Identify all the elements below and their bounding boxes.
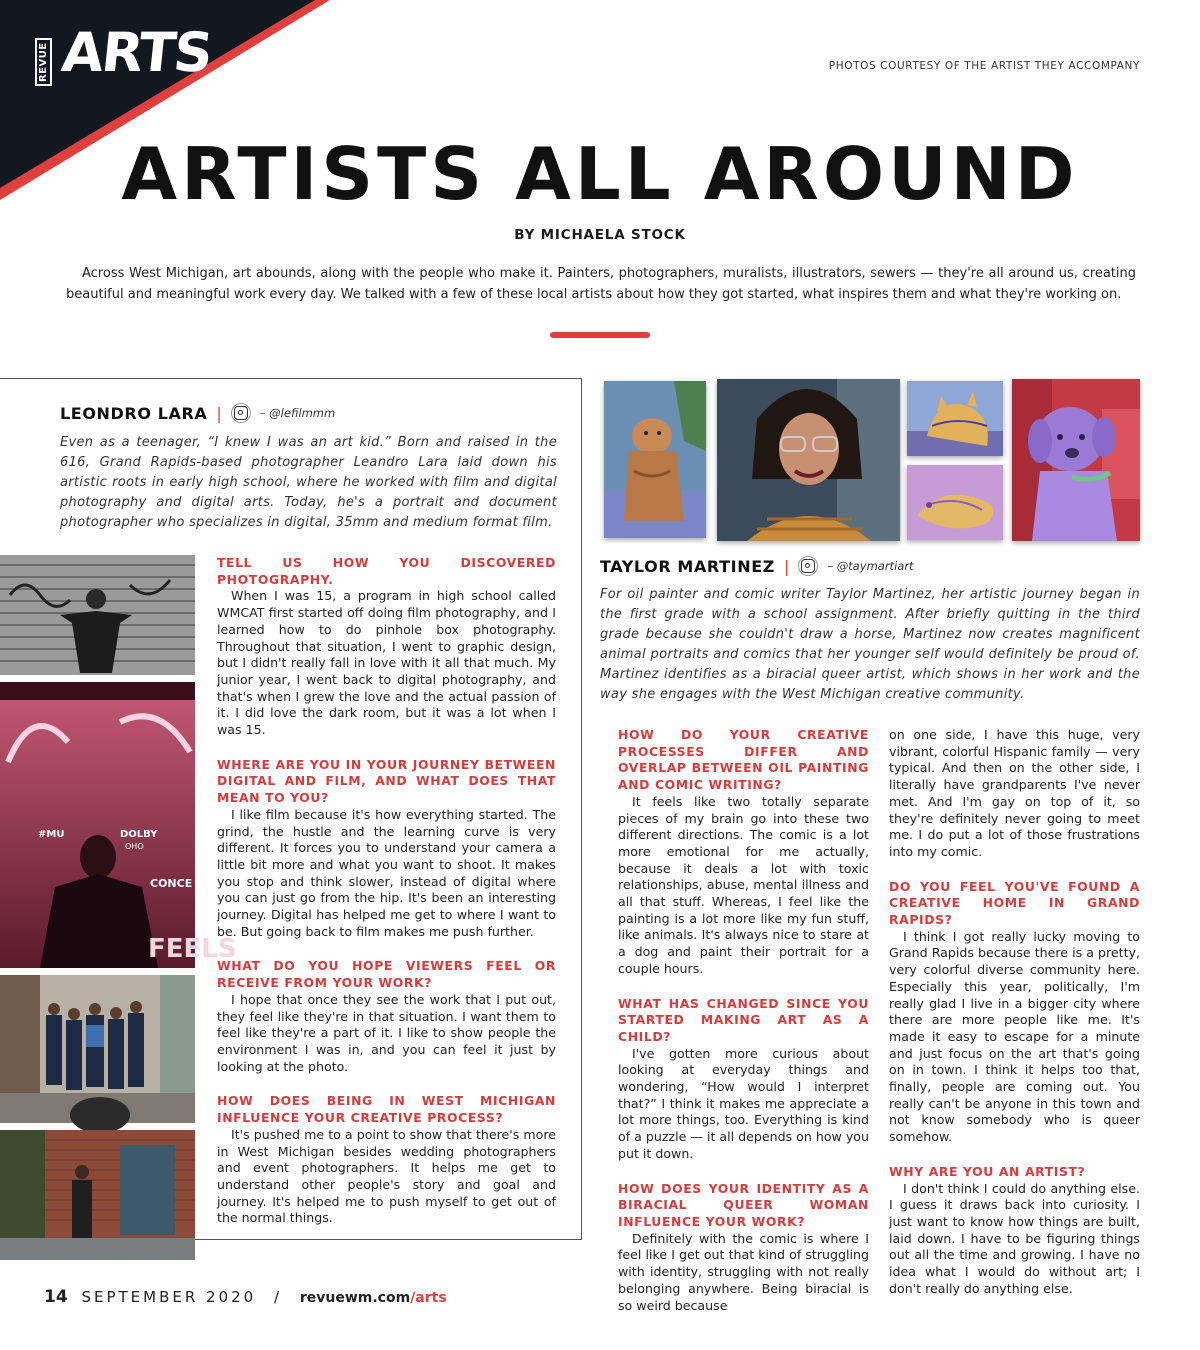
- painting-shar-pei: [604, 381, 706, 538]
- answer: I hope that once they see the work that I put out, they feel like they're in that situation. I want them to feel like they're a part of it. I like to show people the environment I was in, and you can feel it just by looking at the photo.: [217, 991, 556, 1074]
- question: HOW DOES BEING IN WEST MICHIGAN INFLUENCE YOUR CREATIVE PROCESS?: [217, 1093, 556, 1126]
- headline: ARTISTS ALL AROUND: [121, 132, 1079, 216]
- artist-name: TAYLOR MARTINEZ: [600, 556, 775, 576]
- photo-street-graffiti: [0, 555, 195, 675]
- question: HOW DO YOUR CREATIVE PROCESSES DIFFER AND OVERLAP BETWEEN OIL PAINTING AND COMIC WRITING?: [618, 727, 869, 793]
- question: DO YOU FEEL YOU'VE FOUND A CREATIVE HOME IN GRAND RAPIDS?: [889, 878, 1140, 928]
- site-link[interactable]: revuewm.com/arts: [299, 1290, 447, 1306]
- photo-sign-text: #MU: [38, 829, 65, 840]
- painting-cat: [907, 381, 1003, 456]
- taylor-header: [600, 556, 914, 576]
- answer: It's pushed me to a point to show that there's more in West Michigan besides wedding photographers and event photographers. It helps me get to understand other people's story and goal and journey. It's helped me to push myself to get out of the normal things.: [217, 1126, 556, 1226]
- photo-alley-portrait: [0, 1130, 195, 1260]
- taylor-portrait-photo: [717, 379, 900, 541]
- answer: I don't think I could do anything else. I guess it draws back into curiosity. I just want to know how things are built, laid down. I have to be figuring things out all the time and growing. I have no idea what I would do without art; I don't really do anything else.: [889, 1180, 1140, 1296]
- intro-paragraph: Across West Michigan, art abounds, along with the people who make it. Painters, photographers, muralists, illustrators, sewers — they're all around us, creating beautiful and meaningful work every day. We talked with a few of these local artists about how they got started, what inspires them and what they're working on.: [66, 266, 1136, 302]
- answer-continued: on one side, I have this huge, very vibrant, colorful Hispanic family — very typical. And then on the other side, I literally have grandparents I've never met. And I'm gay on top of it, so they're definitely never going to meet me. I do put a lot of those frustrations into my comic.: [889, 727, 1140, 859]
- answer: I like film because it's how everything started. The grind, the hustle and the learning curve is very different. It forces you to understand your camera a little bit more and what you want to shoot. It makes you stop and think slower, instead of digital where you can just go from the hip. It's been an interesting journey. Digital has helped me get to where I want to be. But going back to film makes me push further.: [217, 806, 556, 939]
- question: WHAT HAS CHANGED SINCE YOU STARTED MAKING ART AS A CHILD?: [618, 995, 869, 1044]
- question: HOW DOES YOUR IDENTITY AS A BIRACIAL QUEER WOMAN INFLUENCE YOUR WORK?: [618, 1180, 869, 1229]
- instagram-icon: [798, 556, 818, 576]
- instagram-handle[interactable]: – @taymartiart: [827, 559, 914, 573]
- photo-sign-text: FEELS: [148, 934, 237, 964]
- instagram-handle[interactable]: – @lefilmmm: [259, 406, 336, 420]
- question: WHERE ARE YOU IN YOUR JOURNEY BETWEEN DIGITAL AND FILM, AND WHAT DOES THAT MEAN TO YOU?: [217, 756, 556, 806]
- answer: I think I got really lucky moving to Grand Rapids because there is a pretty, very colorful diverse community here. Especially this year, politically, I'm really glad I live in a bigger city where there are more people like me. It's made it easy to escape for a minute and just focus on the art that's going on in town. I think it helps too that, finally, people are coming out. You really can't be anyone in this town and not know somebody who is queer somehow.: [889, 928, 1140, 1145]
- page-number: 14: [44, 1287, 68, 1307]
- byline: BY MICHAELA STOCK: [514, 227, 686, 243]
- taylor-qa-column-2: [889, 727, 1140, 1298]
- separator: |: [783, 556, 790, 576]
- photo-neon-portrait: [0, 682, 237, 968]
- revue-logo: REVUE: [35, 38, 52, 86]
- taylor-lede: For oil painter and comic writer Taylor Martinez, her artistic journey began in the first grade with a school assignment. After briefly quitting in the third grade because she couldn't draw a horse, Martinez now creates magnificent animal portraits and comics that her younger self would definitely be proud of. Martinez identifies as a biracial queer artist, which shows in her work and the way she engages with the West Michigan creative community.: [600, 587, 1140, 702]
- page-footer: [44, 1287, 447, 1307]
- answer: I've gotten more curious about looking at everyday things and wondering, “How would I interpret that?” I think it makes me appreciate a lot more things, too. Everything is kind of a puzzle — it all depends on how you put it down.: [618, 1045, 869, 1161]
- photo-sign-text: DOLBY: [120, 829, 158, 840]
- footer-separator: /: [274, 1288, 283, 1306]
- answer: When I was 15, a program in high school called WMCAT first started off doing film photography, and I learned how to do pinhole box photography. Throughout that situation, I went to graphic design, but I didn't really fall in love with it all that much. My junior year, I went back to digital photography, and that's when I grew the love and the actual passion of it. I did love the dark room, but it was a lot when I was 15.: [217, 588, 556, 738]
- leondro-header: [60, 403, 335, 423]
- answer: Definitely with the comic is where I feel like I get out that kind of struggling with identity, struggling with not really belonging anywhere. Being biracial is so weird because: [618, 1230, 869, 1313]
- leondro-qa: [217, 555, 556, 1245]
- question: TELL US HOW YOU DISCOVERED PHOTOGRAPHY.: [217, 555, 556, 587]
- photo-sign-text: CONCE: [150, 877, 193, 890]
- photo-credit: PHOTOS COURTESY OF THE ARTIST THEY ACCOMPANY: [828, 60, 1140, 72]
- painting-cat-sleeping: [907, 465, 1003, 540]
- question: WHAT DO YOU HOPE VIEWERS FEEL OR RECEIVE FROM YOUR WORK?: [217, 958, 556, 991]
- separator: |: [216, 403, 222, 423]
- divider-rule: [550, 332, 650, 338]
- artist-name: LEONDRO LARA: [60, 403, 208, 423]
- answer: It feels like two totally separate pieces of my brain go into these two different directions. The comic is a lot more emotional for me actually, because it deals a lot with toxic relationships, abuse, mental illness and all that stuff. Whereas, I feel like the painting is a lot more like my fun stuff, like animals. It's always nice to stare at a dog and paint their portrait for a couple hours.: [618, 793, 869, 976]
- photo-group-street: [0, 975, 195, 1123]
- question: WHY ARE YOU AN ARTIST?: [889, 1163, 1086, 1179]
- photo-sign-text: OHO: [125, 842, 144, 851]
- painting-purple-dog: [1012, 379, 1140, 541]
- section-title: ARTS: [58, 21, 215, 84]
- leondro-lede: Even as a teenager, “I knew I was an art kid.” Born and raised in the 616, Grand Rapids-based photographer Leandro Lara laid down his artistic roots in early high school, where he worked with film and digital photography and digital arts. Today, he's a portrait and document photographer who specializes in digital, 35mm and medium format film.: [60, 435, 557, 530]
- issue-date: SEPTEMBER 2020: [81, 1288, 257, 1306]
- instagram-icon: [231, 403, 251, 423]
- taylor-qa-column-1: [618, 727, 869, 1314]
